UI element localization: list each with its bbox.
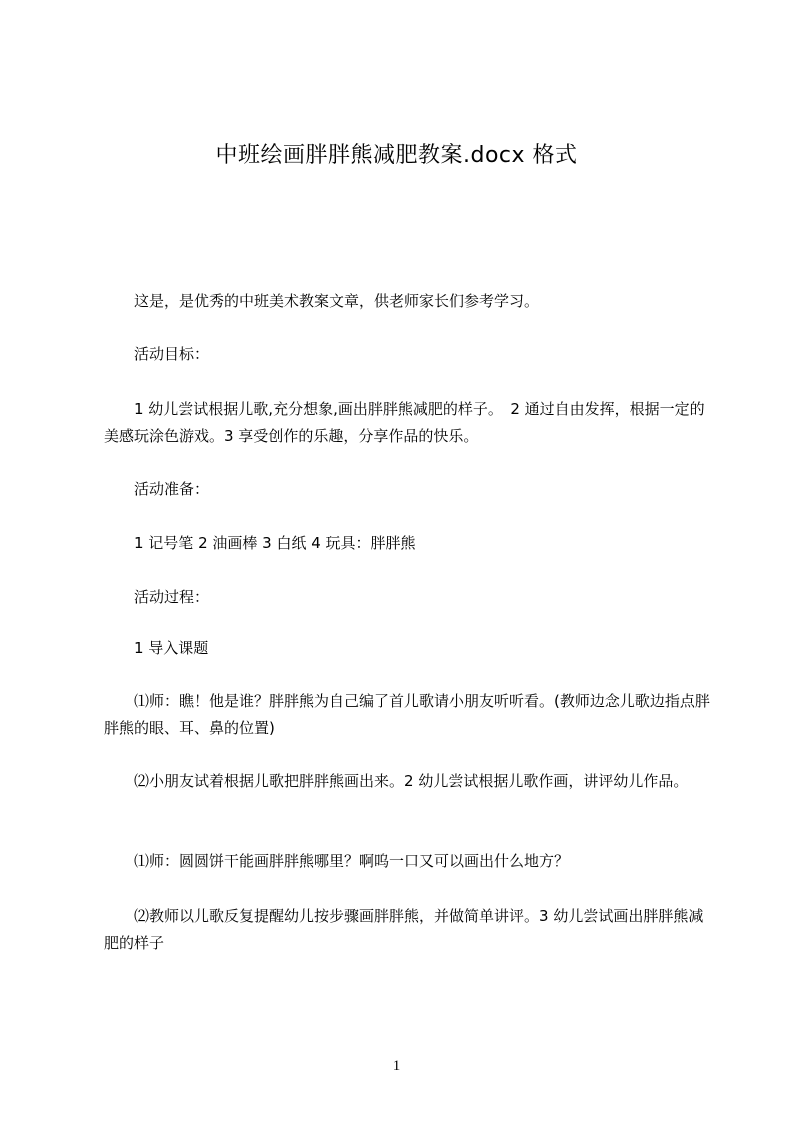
preparation-heading: 活动准备：: [134, 480, 210, 498]
intro-paragraph: 这是，是优秀的中班美术教案文章，供老师家长们参考学习。: [134, 292, 540, 310]
process-paragraph-4: ⑵教师以儿歌反复提醒幼儿按步骤画胖胖熊，并做简单讲评。3 幼儿尝试画出胖胖熊减肥的样子: [104, 907, 704, 952]
process-paragraph-2: ⑵小朋友试着根据儿歌把胖胖熊画出来。2 幼儿尝试根据儿歌作画，讲评幼儿作品。: [134, 772, 689, 790]
process-paragraph-3: ⑴师：圆圆饼干能画胖胖熊哪里？啊呜一口又可以画出什么地方？: [134, 852, 570, 870]
process-paragraph-1: ⑴师：瞧！他是谁？胖胖熊为自己编了首儿歌请小朋友听听看。(教师边念儿歌边指点胖胖熊的眼、耳、鼻的位置): [104, 692, 710, 737]
page-number: 1: [392, 1058, 401, 1074]
process-step-1-heading: 1 导入课题: [134, 639, 209, 657]
process-heading: 活动过程：: [134, 588, 210, 606]
goals-paragraph: 1 幼儿尝试根据儿歌,充分想象,画出胖胖熊减肥的样子。 2 通过自由发挥，根据一定的美感玩涂色游戏。3 享受创作的乐趣，分享作品的快乐。: [104, 400, 705, 445]
preparation-paragraph: 1 记号笔 2 油画棒 3 白纸 4 玩具：胖胖熊: [134, 534, 416, 552]
goals-heading: 活动目标：: [134, 345, 210, 363]
document-title: 中班绘画胖胖熊减肥教案.docx 格式: [215, 143, 578, 168]
